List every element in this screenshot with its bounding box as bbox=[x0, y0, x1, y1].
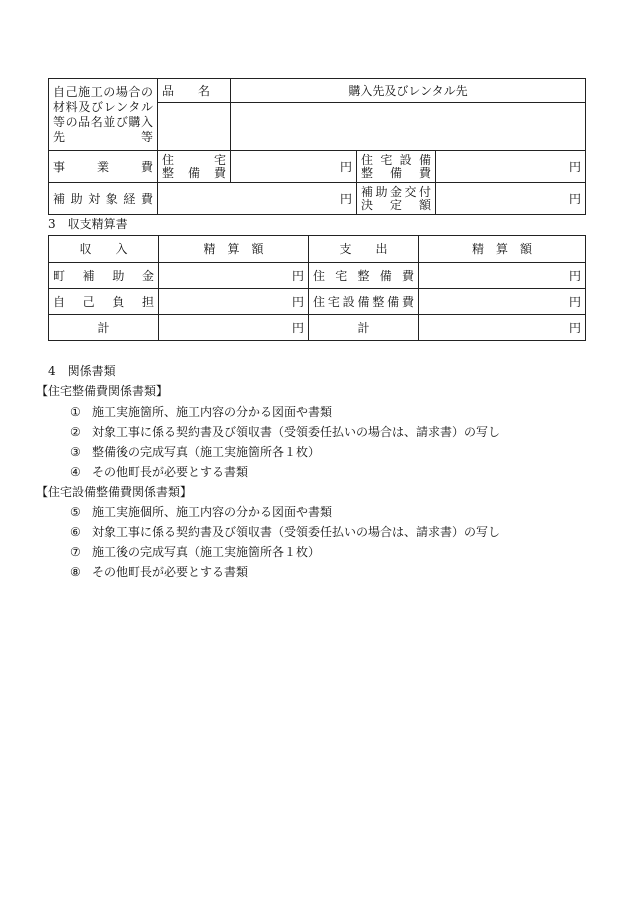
header-amount1: 精 算 額 bbox=[159, 236, 309, 263]
item-text: 施工実施箇所、施工内容の分かる図面や書類 bbox=[92, 405, 333, 419]
hojo-taisho-label: 補助対象経費 bbox=[49, 183, 158, 215]
income-label: 自 己 負 担 bbox=[49, 289, 159, 315]
hinmei-value bbox=[158, 103, 231, 151]
income-amount: 円 bbox=[159, 289, 309, 315]
table-row bbox=[49, 289, 586, 315]
item-text: 整備後の完成写真（施工実施箇所各１枚） bbox=[92, 445, 321, 459]
list-item bbox=[70, 404, 332, 420]
table-row bbox=[49, 315, 586, 341]
header-amount2: 精 算 額 bbox=[419, 236, 586, 263]
item-text: 対象工事に係る契約書及び領収書（受領委任払いの場合は、請求書）の写し bbox=[92, 425, 501, 439]
hojokin-label-2: 決 定 額 bbox=[361, 197, 431, 212]
item-number: ⑥ bbox=[70, 525, 81, 539]
hinmei-label: 品 名 bbox=[158, 79, 231, 103]
list-item bbox=[70, 524, 500, 540]
purchase-value bbox=[231, 103, 586, 151]
self-work-label: 自己施工の場合の材料及びレンタル等の品名並び購入先等 bbox=[49, 79, 158, 151]
expense-amount: 円 bbox=[419, 289, 586, 315]
expense-label: 住 宅 整 備 費 bbox=[309, 263, 419, 289]
material-cost-table bbox=[48, 78, 586, 215]
list-item bbox=[70, 444, 320, 460]
income-amount: 円 bbox=[159, 263, 309, 289]
item-number: ③ bbox=[70, 445, 81, 459]
hojokin-label bbox=[357, 183, 436, 215]
group2-heading: 【住宅設備整備費関係書類】 bbox=[36, 485, 193, 499]
jutaku-setsubi-label-2: 整 備 費 bbox=[361, 165, 431, 180]
list-item bbox=[70, 544, 320, 560]
expense-total-label: 計 bbox=[309, 315, 419, 341]
item-number: ② bbox=[70, 425, 81, 439]
jutaku-seibihi-label-1: 住 宅 bbox=[162, 152, 226, 167]
item-number: ⑤ bbox=[70, 505, 81, 519]
list-item bbox=[70, 464, 248, 480]
section3-title: 3 収支精算書 bbox=[48, 217, 128, 231]
income-label: 町 補 助 金 bbox=[49, 263, 159, 289]
item-number: ④ bbox=[70, 465, 81, 479]
purchase-label: 購入先及びレンタル先 bbox=[231, 79, 586, 103]
hojo-taisho-value: 円 bbox=[158, 183, 357, 215]
jutaku-setsubi-label-1: 住宅設備 bbox=[361, 152, 431, 167]
item-text: その他町長が必要とする書類 bbox=[92, 565, 249, 579]
item-number: ① bbox=[70, 405, 81, 419]
expense-amount: 円 bbox=[419, 263, 586, 289]
hojokin-label-1: 補助金交付 bbox=[361, 184, 431, 199]
income-total-amount: 円 bbox=[159, 315, 309, 341]
settlement-table bbox=[48, 235, 586, 341]
hojokin-value: 円 bbox=[436, 183, 586, 215]
jigyohi-label: 事 業 費 bbox=[49, 151, 158, 183]
item-number: ⑦ bbox=[70, 545, 81, 559]
list-item bbox=[70, 424, 500, 440]
group1-heading: 【住宅整備費関係書類】 bbox=[36, 384, 169, 398]
item-text: 施工実施個所、施工内容の分かる図面や書類 bbox=[92, 505, 333, 519]
jutaku-seibihi-value: 円 bbox=[231, 151, 357, 183]
item-text: 施工後の完成写真（施工実施箇所各１枚） bbox=[92, 545, 321, 559]
jutaku-setsubi-value: 円 bbox=[436, 151, 586, 183]
jutaku-seibihi-label-2: 整 備 費 bbox=[162, 165, 226, 180]
section4-title: 4 関係書類 bbox=[48, 364, 116, 378]
jutaku-seibihi-label bbox=[158, 151, 231, 183]
expense-label: 住宅設備整備費 bbox=[309, 289, 419, 315]
item-number: ⑧ bbox=[70, 565, 81, 579]
list-item bbox=[70, 564, 248, 580]
list-item bbox=[70, 504, 332, 520]
table-row bbox=[49, 263, 586, 289]
jutaku-setsubi-label bbox=[357, 151, 436, 183]
expense-total-amount: 円 bbox=[419, 315, 586, 341]
header-expense: 支 出 bbox=[309, 236, 419, 263]
income-total-label: 計 bbox=[49, 315, 159, 341]
item-text: 対象工事に係る契約書及び領収書（受領委任払いの場合は、請求書）の写し bbox=[92, 525, 501, 539]
item-text: その他町長が必要とする書類 bbox=[92, 465, 249, 479]
header-income: 収 入 bbox=[49, 236, 159, 263]
